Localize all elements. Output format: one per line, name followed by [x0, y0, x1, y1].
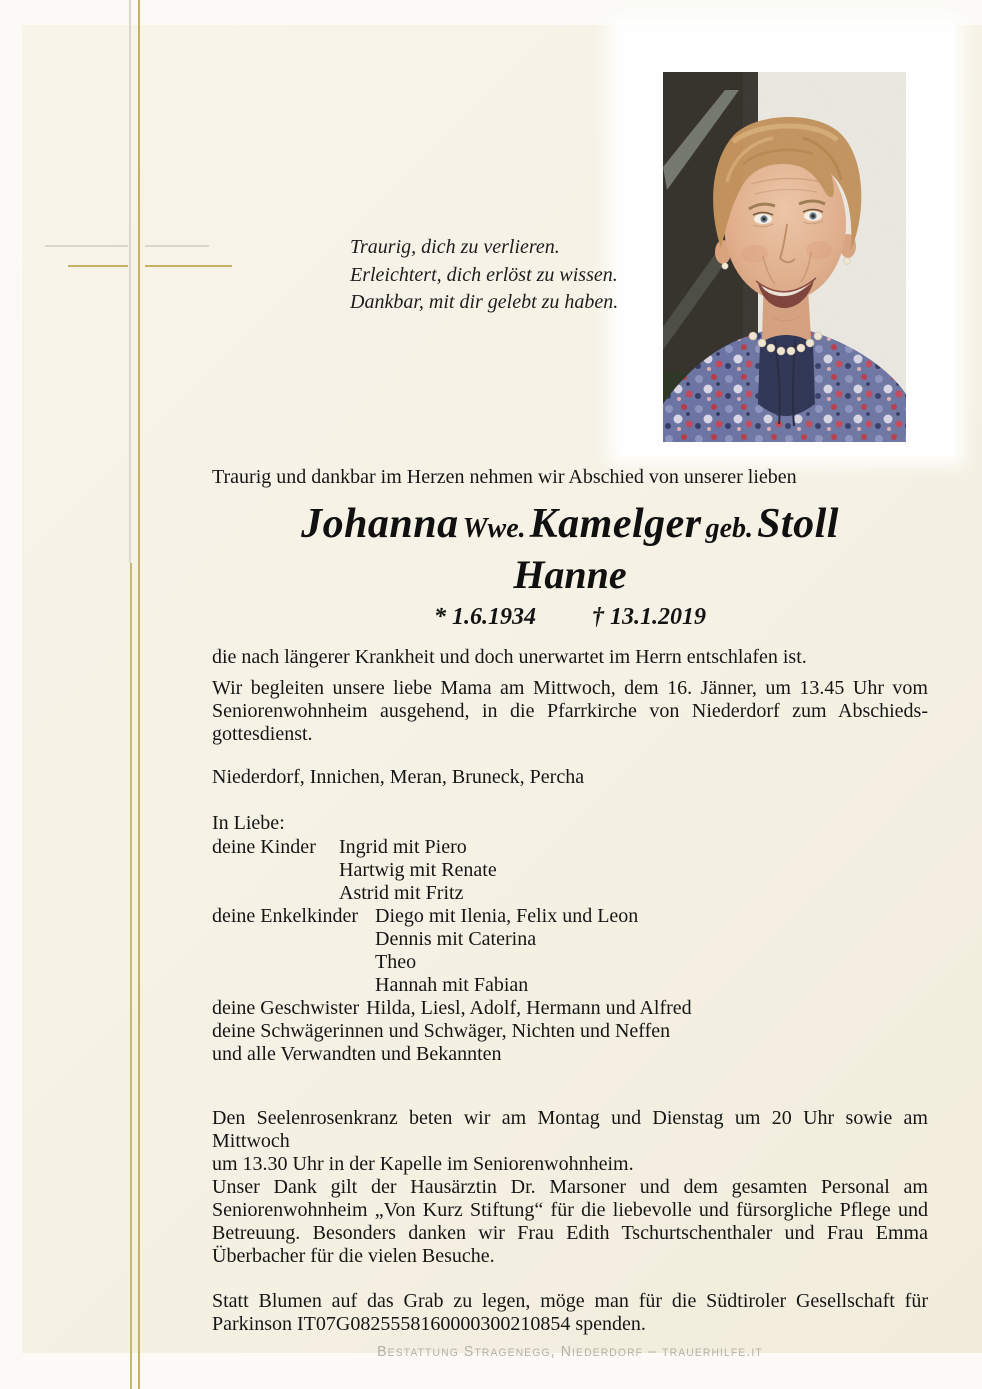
paragraph-donations [212, 1290, 928, 1336]
family-row [212, 951, 928, 974]
grandchild-entry: Theo [375, 951, 417, 973]
family-row [212, 1020, 928, 1043]
family-row [212, 928, 928, 951]
donations-line: Statt Blumen auf das Grab zu legen, möge man für die Südtiroler Gesellschaft für [212, 1290, 928, 1312]
paragraph-funeral [212, 677, 928, 746]
family-list [212, 836, 928, 1066]
grandchildren-label: deine Enkelkinder [212, 905, 359, 927]
child-entry: Astrid mit Fritz [339, 882, 464, 904]
life-dates [212, 604, 928, 631]
nee-prefix: geb. [705, 513, 754, 544]
family-row [212, 859, 928, 882]
paragraph-rosary [212, 1107, 928, 1176]
widow-prefix: Wwe. [462, 513, 526, 544]
cross-arm-gold-left [68, 265, 128, 267]
cross-vertical-gold-line-lower [130, 563, 132, 1389]
cross-vertical-gold-line [138, 0, 140, 1389]
family-row [212, 974, 928, 997]
epigraph-line: Erleichtert, dich erlöst zu wissen. [350, 263, 618, 286]
epigraph-line: Dankbar, mit dir gelebt zu haben. [350, 291, 619, 313]
in-laws-entry: deine Schwägerinnen und Schwäger, Nichten und Neffen [212, 1020, 671, 1042]
birth-date: * 1.6.1934 [434, 604, 536, 630]
portrait-photo [663, 72, 906, 442]
funeral-line: gottesdienst. [212, 723, 313, 745]
thanks-line: Unser Dank gilt der Hausärztin Dr. Marsoner und dem gesamten Personal am [212, 1176, 928, 1198]
thanks-line: Seniorenwohnheim „Von Kurz Stiftung“ für die liebevolle und fürsorgliche Pflege und [212, 1199, 928, 1221]
family-row [212, 997, 928, 1020]
family-row [212, 1043, 928, 1066]
grandchild-entry: Hannah mit Fabian [375, 974, 529, 996]
in-love-heading: In Liebe: [212, 812, 285, 834]
others-entry: und alle Verwandten und Bekannten [212, 1043, 502, 1065]
last-name: Kamelger [529, 501, 702, 547]
cross-arm-pale-left [45, 245, 128, 247]
siblings-entry: Hilda, Liesl, Adolf, Hermann und Alfred [366, 997, 692, 1019]
cross-vertical-pale-line [129, 0, 131, 563]
places-line: Niederdorf, Innichen, Meran, Bruneck, Percha [212, 766, 585, 788]
family-row [212, 905, 928, 928]
funeral-line: Seniorenwohnheim ausgehend, in die Pfarrkirche von Niederdorf zum Abschieds- [212, 700, 928, 722]
paragraph-thanks [212, 1176, 928, 1268]
paragraph-passing: die nach längerer Krankheit und doch unerwartet im Herrn entschlafen ist. [212, 646, 807, 668]
nickname: Hanne [513, 552, 627, 597]
funeral-home-credit: Bestattung Stragenegg, Niederdorf – trauerhilfe.it [377, 1343, 763, 1360]
child-entry: Ingrid mit Piero [339, 836, 467, 858]
grandchild-entry: Diego mit Ilenia, Felix und Leon [375, 905, 639, 927]
grandchild-entry: Dennis mit Caterina [375, 928, 537, 950]
family-row [212, 836, 928, 859]
deceased-name [212, 500, 928, 548]
thanks-line: Überbacher für die vielen Besuche. [212, 1245, 495, 1267]
cross-arm-gold-right [145, 265, 232, 267]
epigraph-line: Traurig, dich zu verlieren. [350, 236, 560, 258]
cross-arm-pale-right [145, 245, 209, 247]
funeral-line: Wir begleiten unsere liebe Mama am Mittwoch, dem 16. Jänner, um 13.45 Uhr vom [212, 677, 928, 699]
thanks-line: Betreuung. Besonders danken wir Frau Edith Tschurtschenthaler und Frau Emma [212, 1222, 928, 1244]
death-date: † 13.1.2019 [592, 604, 706, 630]
rosary-line: um 13.30 Uhr in der Kapelle im Seniorenwohnheim. [212, 1153, 634, 1175]
epigraph-poem [350, 234, 618, 317]
donations-line: Parkinson IT07G0825558160000300210854 spenden. [212, 1313, 646, 1335]
child-entry: Hartwig mit Renate [339, 859, 497, 881]
maiden-name: Stoll [757, 501, 839, 547]
children-label: deine Kinder [212, 836, 316, 858]
announcement-line: Traurig und dankbar im Herzen nehmen wir Abschied von unserer lieben [212, 466, 797, 488]
first-name: Johanna [301, 501, 459, 547]
family-row [212, 882, 928, 905]
siblings-label: deine Geschwister [212, 997, 360, 1019]
rosary-line: Den Seelenrosenkranz beten wir am Montag und Dienstag um 20 Uhr sowie am Mittwoch [212, 1107, 928, 1152]
